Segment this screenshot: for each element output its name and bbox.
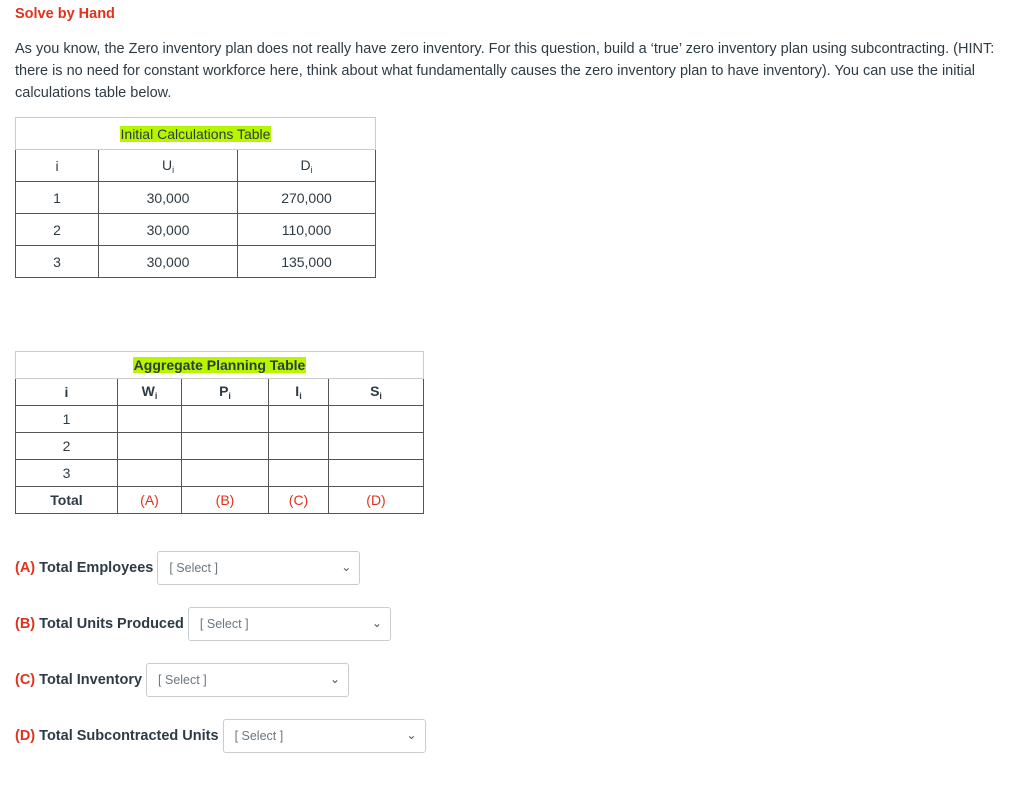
aggregate-planning-table	[15, 351, 424, 514]
total-subcontracted-units-select[interactable]: [ Select ] ⌄	[223, 719, 426, 753]
table-caption: Aggregate Planning Table	[133, 357, 306, 373]
total-units-produced-select[interactable]: [ Select ] ⌄	[188, 607, 391, 641]
question-d: (D) Total Subcontracted Units [ Select ] ⌄	[15, 719, 426, 753]
total-inventory-select[interactable]: [ Select ] ⌄	[146, 663, 349, 697]
question-c: (C) Total Inventory [ Select ] ⌄	[15, 663, 349, 697]
header-d: $D_i$	[238, 150, 376, 182]
question-a: (A) Total Employees [ Select ] ⌄	[15, 551, 360, 585]
question-b: (B) Total Units Produced [ Select ] ⌄	[15, 607, 391, 641]
header-u: $U_i$	[99, 150, 238, 182]
chevron-down-icon: ⌄	[371, 616, 382, 630]
table-header-row: i $W_i$ $P_i$ $I_i$ $S_i$	[16, 379, 424, 406]
table-caption: Initial Calculations Table	[120, 125, 271, 142]
total-row: Total (A) (B) (C) (D)	[16, 487, 424, 514]
header-i: i	[16, 150, 99, 182]
table-row: 3 30,000 135,000	[16, 246, 376, 278]
section-title: Solve by Hand	[15, 6, 115, 22]
total-employees-select[interactable]: [ Select ] ⌄	[157, 551, 360, 585]
table-row: 3	[16, 460, 424, 487]
chevron-down-icon: ⌄	[406, 728, 417, 742]
question-text: As you know, the Zero inventory plan does not really have zero inventory. For this question, build a ‘true’ zero inventory plan using subcontracting. (HINT: there is no need for constant workforce here, think about what fundamentally causes the zero inventory plan to have inventory). You can use the initial calculations table below.	[15, 41, 995, 101]
chevron-down-icon: ⌄	[341, 560, 352, 574]
table-row: 1	[16, 406, 424, 433]
chevron-down-icon: ⌄	[329, 672, 341, 686]
table-row: 2 30,000 110,000	[16, 214, 376, 246]
table-row: 2	[16, 433, 424, 460]
initial-calculations-table	[15, 117, 376, 278]
table-row: 1 30,000 270,000	[16, 182, 376, 214]
table-header-row	[16, 150, 376, 182]
